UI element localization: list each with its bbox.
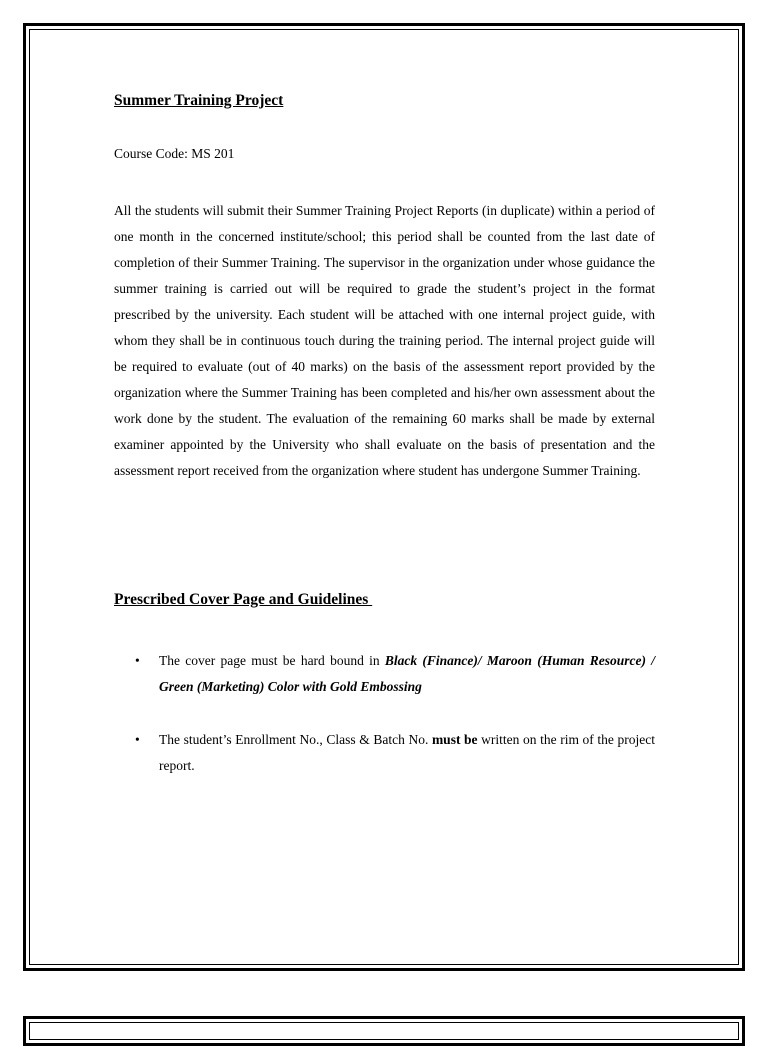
list-item-text-start: The student’s Enrollment No., Class & Batch No. xyxy=(159,732,432,747)
bullet-icon: • xyxy=(135,732,140,747)
body-paragraph: All the students will submit their Summer Training Project Reports (in duplicate) within a period of one month in the concerned institute/school; this period shall be counted from the last date of completion of their Summer Training. The supervisor in the organization under whose guidance the summer training is carried out will be required to grade the student’s project in the format prescribed by the university. Each student will be attached with one internal project guide, with whom they shall be in continuous touch during the training period. The internal project guide will be required to evaluate (out of 40 marks) on the basis of the assessment report provided by the organization where the Summer Training has been completed and his/her own assessment about the work done by the student. The evaluation of the remaining 60 marks shall be made by external examiner appointed by the University who shall evaluate on the basis of presentation and the assessment report received from the organization where student has undergone Summer Training. xyxy=(114,203,655,478)
list-item-emphasis: must be xyxy=(431,732,478,747)
page-border-inner-line xyxy=(29,29,739,965)
section-heading: Prescribed Cover Page and Guidelines xyxy=(114,591,373,608)
list-item-text-end: written on the rim of the project report. xyxy=(159,732,655,773)
list-item-text-start: The cover page must be hard bound in xyxy=(159,653,385,668)
next-page-border-inner-line xyxy=(29,1022,739,1040)
list-item-text xyxy=(159,648,655,700)
list-item xyxy=(135,648,655,700)
list-item xyxy=(135,727,655,779)
next-page-border xyxy=(23,1016,745,1046)
bullet-icon: • xyxy=(135,653,140,668)
page-title: Summer Training Project xyxy=(114,92,284,109)
list-item-text xyxy=(159,727,655,779)
page-border xyxy=(23,23,745,971)
course-code: Course Code: MS 201 xyxy=(114,146,235,161)
list-item-emphasis: Black (Finance)/ Maroon (Human Resource) / Green (Marketing) Color with Gold Embossing xyxy=(159,653,656,694)
